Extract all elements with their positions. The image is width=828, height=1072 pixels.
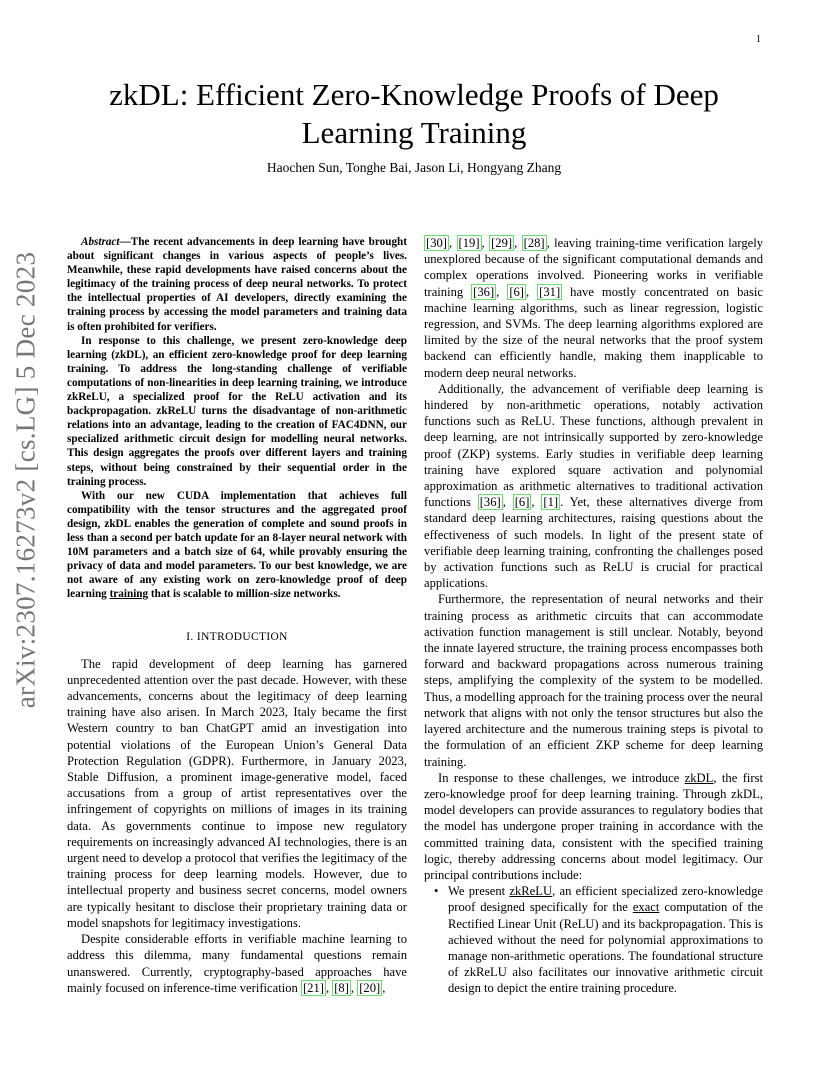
abstract-paragraph-1: Abstract—The recent advancements in deep learning have brought about significant changes in various aspects of people’s lives. Meanwhile, these rapid developments have raised concerns about the legitimacy of the training process of deep neural networks. To protect the intellectual properties of AI developers, directly examining the training process by accessing the model parameters and training data is often prohibited for verifiers.	[67, 236, 407, 333]
citation-link[interactable]: [30]	[426, 236, 447, 250]
right-paragraph-2: Additionally, the advancement of verifiable deep learning is hindered by non-arithmetic operations, notably activation functions such as ReLU. These functions, although prevalent in deep learning, are not intrinsically supported by zero-knowledge proof (ZKP) systems. Early studies in verifiable deep learning training have explored square activation and polynomial approximation as arithmetic alternatives to traditional activation functions [36] , [6] , [1] . Yet, these alternatives diverge from standard deep learning architectures, raising questions about the effectiveness of such models. In light of the present state of verifiable deep learning training, confronting the challenges posed by activation functions such as ReLU is crucial for practical applications.	[424, 381, 763, 591]
paper-title: zkDL: Efficient Zero-Knowledge Proofs of Deep Learning Training	[109, 77, 719, 150]
right-paragraph-3: Furthermore, the representation of neural networks and their training process as arithmetic circuits that can accommodate activation function management is still unclear. Notably, beyond the innate layered structure, the training process encompasses both forward and backward propagations across numerous training steps, amplifying the complexity of the system to be modelled. Thus, a modelling approach for the training process over the neural network that aligns with not only the tensor structures but also the layered architecture and the numerous training steps is pivotal to the formulation of an efficient ZKP scheme for deep learning training.	[424, 592, 763, 769]
citation-link[interactable]: [28]	[523, 236, 545, 250]
page-number: 1	[756, 34, 761, 45]
citation-link[interactable]: [29]	[491, 236, 513, 250]
underlined-zkdl: zkDL	[684, 770, 714, 785]
underlined-zkrelu: zkReLU	[509, 884, 553, 899]
left-column	[67, 235, 407, 996]
right-paragraph-4: In response to these challenges, we introduce zkDL, the first zero-knowledge proof for deep learning training. Through zkDL, model developers can provide assurances to regulatory bodies that the model has undergone proper training in accordance with the committed training data, consistent with the specified training logic, thereby addressing concerns about model legitimacy. Our principal contributions include:	[424, 770, 763, 882]
abstract-paragraph-2: In response to this challenge, we present zero-knowledge deep learning (zkDL), an efficient zero-knowledge proof for deep learning training. To address the long-standing challenge of verifiable computations of non-linearities in deep learning training, we introduce zkReLU, a specialized proof for the ReLU activation and its backpropagation. zkReLU turns the disadvantage of non-arithmetic relations into an advantage, leading to the creation of FAC4DNN, our specialized arithmetic circuit design for modelling neural networks. This design aggregates the proofs over different layers and training steps, without being constrained by their sequential order in the training process.	[67, 334, 407, 488]
citation-link[interactable]: [21]	[302, 980, 324, 995]
section-heading-introduction: I. INTRODUCTION	[186, 631, 288, 644]
citation-link[interactable]: [36]	[479, 495, 501, 510]
abstract-label: Abstract	[81, 236, 120, 248]
list-item: • We present zkReLU, an efficient specialized zero-knowledge proof designed specifically for the exact computation of the Rectified Linear Unit (ReLU) and its backpropagation. This is achieved without the need for polynomial approximations to manage non-arithmetic operations. The foundational structure of zkReLU also facilitates our innovative arithmetic circuit design to depict the entire training procedure.	[424, 883, 763, 996]
citation-link[interactable]: [20]	[359, 980, 381, 995]
underlined-training: training	[109, 588, 149, 601]
citation-link[interactable]: [6]	[514, 495, 530, 510]
right-paragraph-1: [30] , [19] , [29] , [28] , leaving training-time verification largely unexplored because of the significant computational demands and complex operations involved. Pioneering works in verifiable training [36] , [6] , [31] have mostly concentrated on basic machine learning algorithms, such as linear regression, logistic regression, and SVMs. The deep learning algorithms explored are limited by the size of the neural networks that the proof system backend can efficiently handle, making them inapplicable to modern deep neural networks.	[424, 236, 764, 380]
abstract-paragraph-3: With our new CUDA implementation that achieves full compatibility with the tensor structures and the aggregated proof design, zkDL enables the generation of complete and sound proofs in less than a second per batch update for an 8-layer neural network with 10M parameters and a batch size of 64, while provably ensuring the privacy of data and model parameters. To our best knowledge, we are not aware of any existing work on zero-knowledge proof of deep learning training that is scalable to million-size networks.	[67, 489, 407, 601]
underlined-exact: exact	[632, 900, 660, 915]
intro-paragraph-1: The rapid development of deep learning has garnered unprecedented attention over the past decade. However, with these advancements, concerns about the legitimacy of deep learning training have also arisen. In March 2023, Italy became the first Western country to ban ChatGPT amid an investigation into potential violations of the European Union’s General Data Protection Regulation (GDPR). Furthermore, in January 2023, Stable Diffusion, a prominent image-generative model, faced accusations from a group of artist representatives over the infringement of copyrights on millions of images in its training data. As governments continue to impose new regulatory requirements on increasingly advanced AI technologies, there is an urgent need to develop a protocol that verifies the legitimacy of the training process for deep learning models. However, due to intellectual property and business secret concerns, model owners are typically hesitant to disclose their proprietary training data or model snapshots for legitimacy investigations.	[67, 656, 407, 930]
citation-link[interactable]: [8]	[334, 980, 349, 995]
citation-link[interactable]: [6]	[509, 284, 524, 299]
citation-link[interactable]: [19]	[458, 236, 480, 250]
intro-paragraph-2: Despite considerable efforts in verifiable machine learning to address this dilemma, many fundamental questions remain unanswered. Currently, cryptography-based approaches have mainly focused on inference-time verification [21] , [8] , [20] ,	[67, 932, 407, 995]
contributions-list	[424, 883, 763, 996]
author-list: Haochen Sun, Tonghe Bai, Jason Li, Hongyang Zhang	[266, 160, 562, 175]
arxiv-stamp-text: arXiv:2307.16273v2 [cs.LG] 5 Dec 2023	[10, 251, 41, 709]
citation-link[interactable]: [1]	[543, 495, 559, 510]
right-column	[424, 235, 763, 997]
abstract	[67, 235, 407, 601]
citation-link[interactable]: [31]	[539, 284, 561, 299]
arxiv-stamp	[6, 251, 46, 709]
citation-link[interactable]: [36]	[473, 284, 495, 299]
